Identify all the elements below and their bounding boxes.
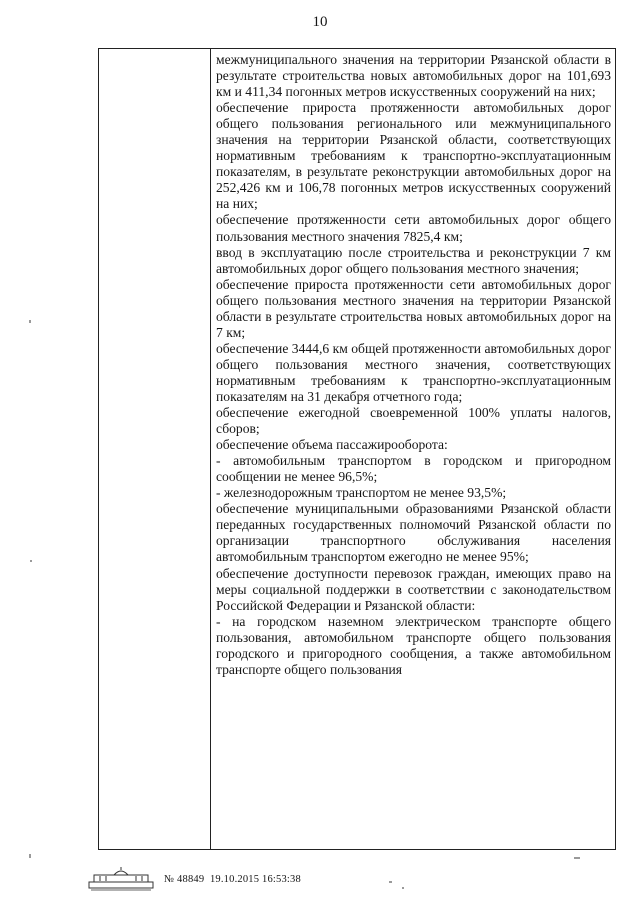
table-cell-content xyxy=(216,52,611,678)
scan-artifact xyxy=(29,320,31,323)
paragraph: обеспечение прироста протяженности сети автомобильных дорог общего пользования местного значения на территории Рязанской области в результате строительства новых автомобильных дорог на 7 км; xyxy=(216,276,611,340)
scan-artifact xyxy=(574,857,580,859)
page-number: 10 xyxy=(312,14,328,30)
paragraph: - автомобильным транспортом в городском и пригородном сообщении не менее 96,5%; xyxy=(216,453,611,485)
paragraph: - на городском наземном электрическом транспорте общего пользования, автомобильном транспорте общего пользования городского и пригородного сообщения, а также автомобильном транспорте общего пользования xyxy=(216,613,611,677)
building-stamp-icon xyxy=(88,866,154,892)
paragraph: обеспечение прироста протяженности автомобильных дорог общего пользования регионального или межмуниципального значения на территории Рязанской области, соответствующих нормативным требованиям к транспортно-эксплуатационным показателям, в результате реконструкции автомобильных дорог на 252,426 км и 106,78 погонных метров искусственных сооружений на них; xyxy=(216,100,611,212)
document-table xyxy=(98,48,616,850)
scan-artifact xyxy=(402,887,404,889)
paragraph: ввод в эксплуатацию после строительства и реконструкции 7 км автомобильных дорог общего пользования местного значения; xyxy=(216,244,611,276)
scan-artifact xyxy=(29,854,31,858)
paragraph: межмуниципального значения на территории Рязанской области в результате строительства новых автомобильных дорог на 101,693 км и 411,34 погонных метров искусственных сооружений на них; xyxy=(216,52,611,100)
paragraph: обеспечение муниципальными образованиями Рязанской области переданных государственных полномочий Рязанской области по организации транспортного обслуживания населения автомобильным транспортом ежегодно не менее 95%; xyxy=(216,501,611,565)
paragraph: обеспечение протяженности сети автомобильных дорог общего пользования местного значения 7825,4 км; xyxy=(216,212,611,244)
paragraph: обеспечение 3444,6 км общей протяженности автомобильных дорог общего пользования местного значения, соответствующих нормативным требованиям к транспортно-эксплуатационным показателям на 31 декабря отчетного года; xyxy=(216,340,611,404)
registration-number-timestamp: № 48849 19.10.2015 16:53:38 xyxy=(164,873,301,885)
registration-footer xyxy=(88,866,301,892)
scan-artifact xyxy=(30,560,32,562)
paragraph: обеспечение объема пассажирооборота: xyxy=(216,437,448,453)
paragraph: - железнодорожным транспортом не менее 93,5%; xyxy=(216,485,507,501)
paragraph: обеспечение ежегодной своевременной 100% уплаты налогов, сборов; xyxy=(216,405,611,437)
paragraph: обеспечение доступности перевозок граждан, имеющих право на меры социальной поддержки в соответствии с законодательством Российской Федерации и Рязанской области: xyxy=(216,565,611,613)
scan-artifact xyxy=(389,881,392,883)
column-divider xyxy=(210,49,211,849)
